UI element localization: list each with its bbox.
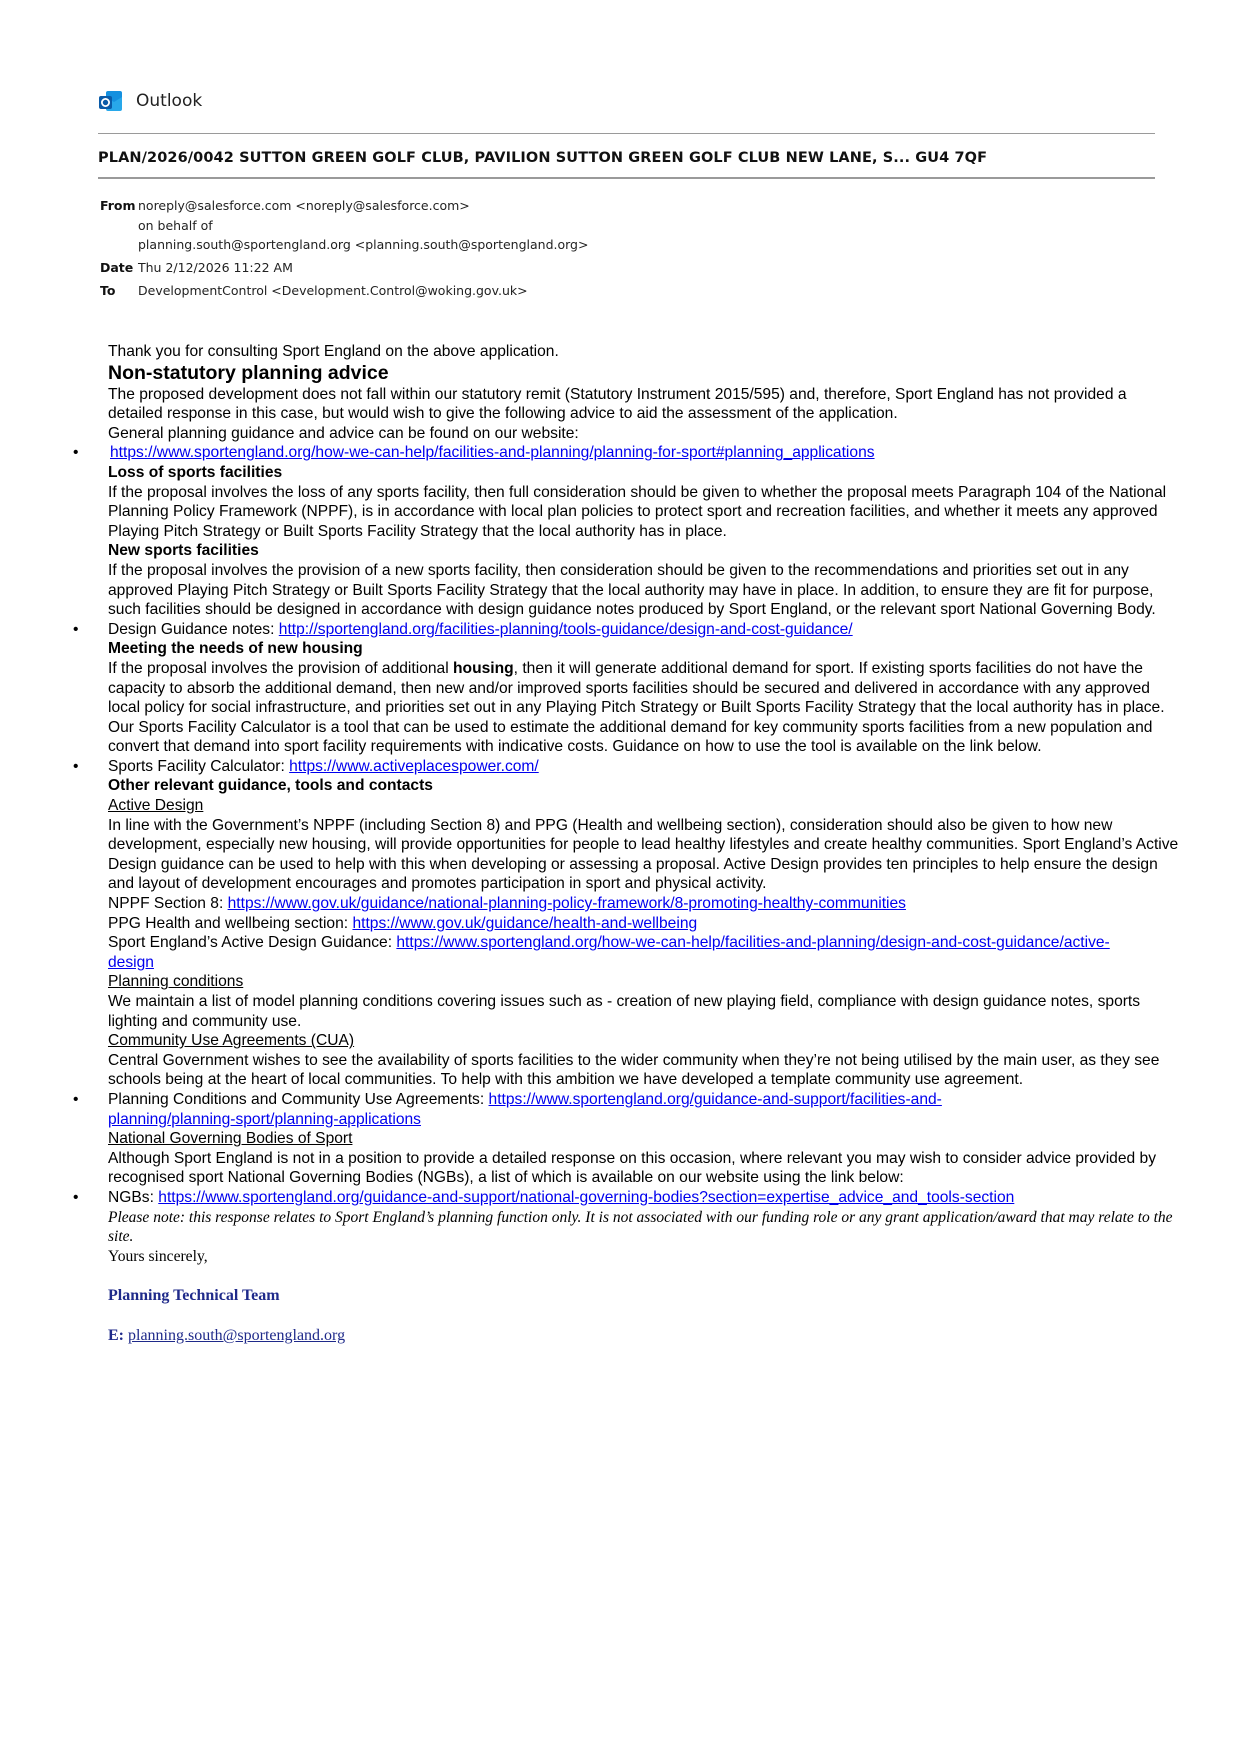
pc-label: Planning Conditions and Community Use Agreements: xyxy=(108,1090,489,1108)
active-design-label: Sport England’s Active Design Guidance: xyxy=(108,934,397,952)
header-divider xyxy=(98,133,1155,134)
bullet-planning-conditions xyxy=(108,1090,1068,1129)
date-label: Date xyxy=(100,259,134,275)
calculator-link[interactable]: https://www.activeplacespower.com/ xyxy=(289,757,539,775)
active-design-text: In line with the Government’s NPPF (including Section 8) and PPG (Health and wellbeing section), consideration should also be given to how new development, especially new housing, will provide opportunities for people to lead healthy lifestyles and create healthy communities. Sport England’s Active Design guidance can be used to help with this when developing or assessing a proposal. Active Design provides ten principles to help ensure the design and layout of development encourages and promotes participation in sport and physical activity. xyxy=(108,816,1179,893)
calc-label: Sports Facility Calculator: xyxy=(108,757,290,775)
to-label: To xyxy=(100,283,116,298)
planning-for-sport-link[interactable]: https://www.sportengland.org/how-we-can-help/facilities-and-planning/planning-for-sport#planning_applications xyxy=(110,444,875,462)
signature-email-link[interactable]: planning.south@sportengland.org xyxy=(128,1326,346,1344)
to-value: DevelopmentControl <Development.Control@woking.gov.uk> xyxy=(138,283,528,298)
housing-post: , then it will generate additional demand for sport. If existing sports facilities do not have the capacity to absorb the additional demand, then new and/or improved sports facilities should be secured and delivered in accordance with any approved local policy for social infrastructure, and priorities set out in any Playing Pitch Strategy or Built Sports Facility Strategy that the local authority has in place. Our Sports Facility Calculator is a tool that can be used to estimate the additional demand for key community sports facilities from a new population and convert that demand into sport facility requirements with indicative costs. Guidance on how to use the tool is available on the link below. xyxy=(108,659,1165,756)
nppf-line xyxy=(108,894,1183,914)
housing-pre: If the proposal involves the provision of additional xyxy=(108,659,454,677)
active-design-heading: Active Design xyxy=(108,797,204,815)
ppg-line xyxy=(108,914,1183,934)
behalf-value: planning.south@sportengland.org <planning.south@sportengland.org> xyxy=(138,237,589,252)
design-label: Design Guidance notes: xyxy=(108,620,279,638)
housing-text xyxy=(108,659,1183,757)
other-guidance-heading: Other relevant guidance, tools and contacts xyxy=(108,777,433,795)
bullet-design-guidance xyxy=(108,620,1183,640)
app-header xyxy=(98,88,202,114)
bullet-planning-link xyxy=(108,443,1183,463)
outlook-logo-icon xyxy=(98,88,124,114)
active-design-link[interactable]: https://www.sportengland.org/how-we-can-help/facilities-and-planning/design-and-cost-guidance/active-design xyxy=(108,934,1110,971)
guidance-paragraph: General planning guidance and advice can be found on our website: xyxy=(108,424,579,442)
new-facilities-text: If the proposal involves the provision of a new sports facility, then consideration should be given to the recommendations and priorities set out in any approved Playing Pitch Strategy or Built Sports Facility Strategy that the local authority may have in place. In addition, to ensure they are fit for purpose, such facilities should be designed in accordance with design guidance notes produced by Sport England, or the relevant sport National Governing Body. xyxy=(108,561,1156,619)
active-design-line xyxy=(108,933,1118,972)
planning-conditions-link[interactable]: https://www.sportengland.org/guidance-and-support/facilities-and-planning/planning-sport/planning-applications xyxy=(108,1090,942,1128)
new-facilities-heading: New sports facilities xyxy=(108,542,259,560)
nppf-link[interactable]: https://www.gov.uk/guidance/national-planning-policy-framework/8-promoting-healthy-communities xyxy=(227,895,906,913)
cua-heading: Community Use Agreements (CUA) xyxy=(108,1032,355,1050)
from-label: From xyxy=(100,198,136,213)
loss-text: If the proposal involves the loss of any sports facility, then full consideration should be given to whether the proposal meets Paragraph 104 of the National Planning Policy Framework (NPPF), is in accordance with local plan policies to protect sport and recreation facilities, and whether it meets any approved Playing Pitch Strategy or Built Sports Facility Strategy that the local authority has in place. xyxy=(108,483,1167,540)
app-name: Outlook xyxy=(136,91,203,111)
subject-divider xyxy=(98,177,1155,179)
email-label: E: xyxy=(108,1326,128,1344)
conditions-heading: Planning conditions xyxy=(108,973,244,991)
email-body xyxy=(108,342,1183,1345)
date-value: Thu 2/12/2026 11:22 AM xyxy=(138,259,293,275)
conditions-text: We maintain a list of model planning conditions covering issues such as - creation of new playing field, compliance with design guidance notes, sports lighting and community use. xyxy=(108,993,1141,1030)
note-text: Please note: this response relates to Sport England’s planning function only. It is not associated with our funding role or any grant application/award that may relate to the site. xyxy=(108,1208,1173,1246)
from-value: noreply@salesforce.com <noreply@salesforce.com> xyxy=(138,198,470,213)
housing-bold: housing xyxy=(453,659,514,677)
email-subject: PLAN/2026/0042 SUTTON GREEN GOLF CLUB, PAVILION SUTTON GREEN GOLF CLUB NEW LANE, S... GU4 7QF xyxy=(98,150,988,166)
bullet-ngb xyxy=(108,1188,1183,1208)
nppf-label: NPPF Section 8: xyxy=(108,895,228,913)
closing-text: Yours sincerely, xyxy=(108,1247,208,1265)
cua-text: Central Government wishes to see the availability of sports facilities to the wider community when they’re not being utilised by the main user, as they see schools being at the heart of local communities. To help with this ambition we have developed a template community use agreement. xyxy=(108,1051,1160,1089)
bullet-calculator xyxy=(108,757,1183,777)
intro-text: Thank you for consulting Sport England on the above application. xyxy=(108,343,559,360)
advice-heading: Non-statutory planning advice xyxy=(108,361,389,384)
statutory-paragraph: The proposed development does not fall within our statutory remit (Statutory Instrument 2015/595) and, therefore, Sport England has not provided a detailed response in this case, but would wish to give the following advice to aid the assessment of the application. xyxy=(108,385,1127,423)
ngb-link[interactable]: https://www.sportengland.org/guidance-and-support/national-governing-bodies?section=expertise_advice_and_tools-section xyxy=(158,1188,1015,1206)
design-guidance-link[interactable]: http://sportengland.org/facilities-planning/tools-guidance/design-and-cost-guidance/ xyxy=(278,620,853,638)
ppg-link[interactable]: https://www.gov.uk/guidance/health-and-wellbeing xyxy=(352,914,698,932)
ppg-label: PPG Health and wellbeing section: xyxy=(108,914,353,932)
loss-heading: Loss of sports facilities xyxy=(108,463,283,481)
ngb-heading: National Governing Bodies of Sport xyxy=(108,1130,353,1148)
ngb-text: Although Sport England is not in a position to provide a detailed response on this occasion, where relevant you may wish to consider advice provided by recognised sport National Governing Bodies (NGBs), a list of which is available on our website using the link below: xyxy=(108,1149,1157,1187)
email-meta xyxy=(100,196,588,301)
on-behalf-label: on behalf of xyxy=(138,217,213,233)
housing-heading: Meeting the needs of new housing xyxy=(108,640,363,658)
ngb-label: NGBs: xyxy=(108,1188,159,1206)
signature-email xyxy=(108,1326,1183,1346)
signature-team: Planning Technical Team xyxy=(108,1287,280,1305)
